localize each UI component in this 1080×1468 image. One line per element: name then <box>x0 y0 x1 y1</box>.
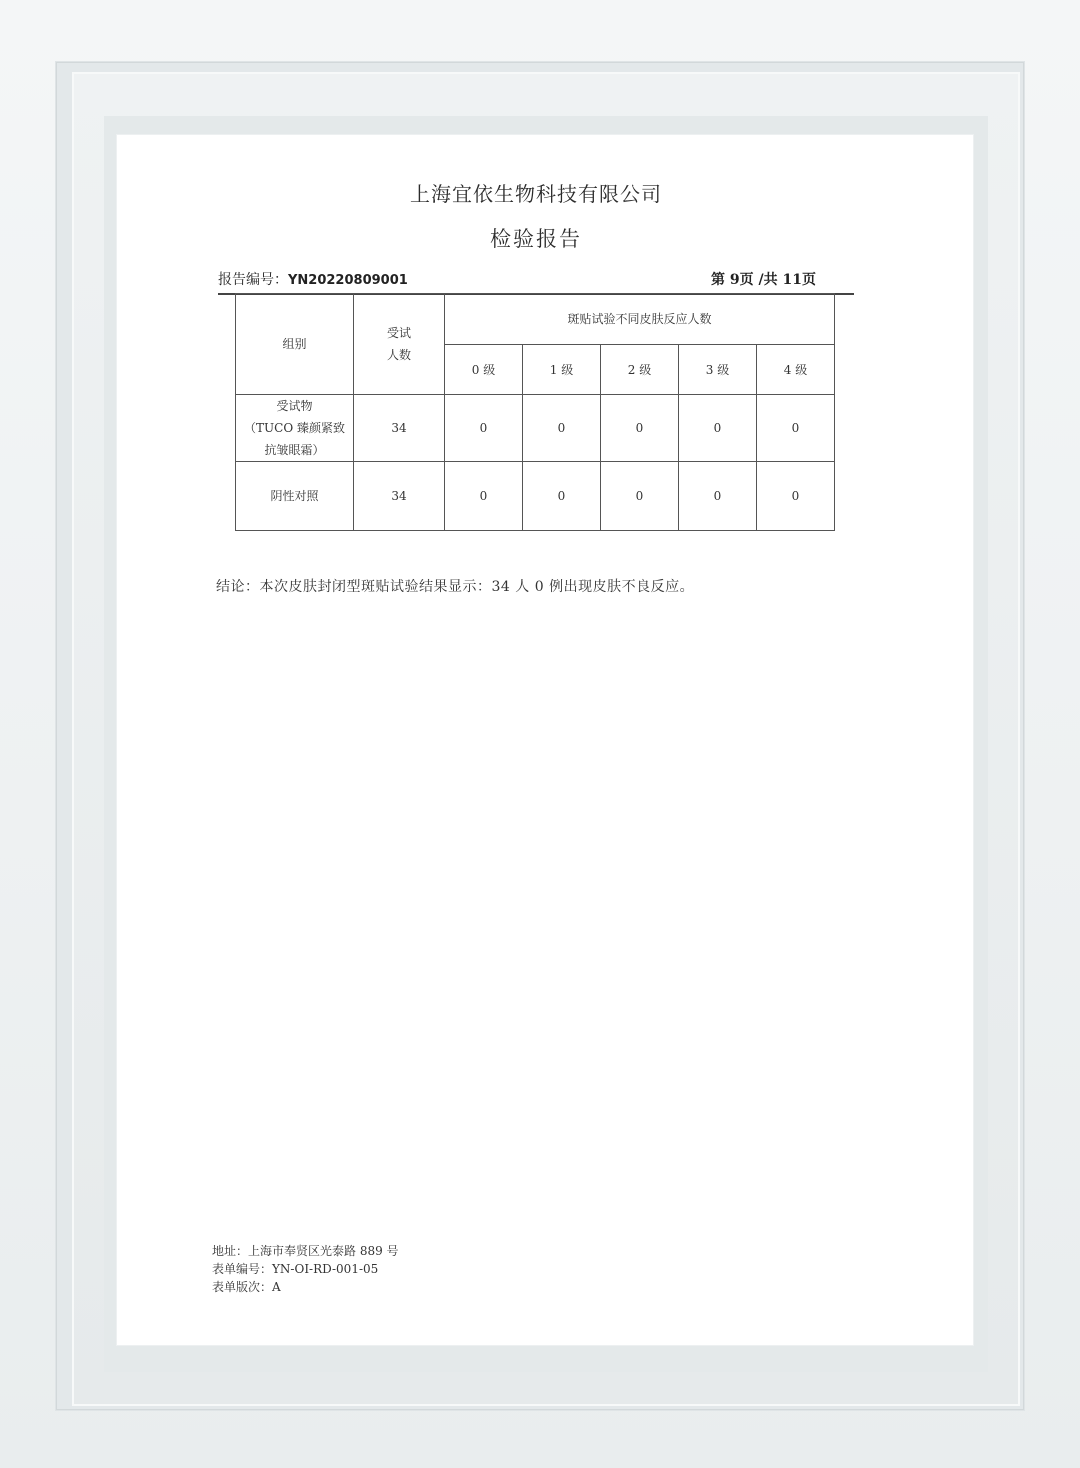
subjects-header <box>354 294 445 395</box>
reaction-header: 斑贴试验不同皮肤反应人数 <box>445 294 835 345</box>
grade-header-1: 1 级 <box>523 345 601 395</box>
document-footer <box>212 1242 399 1296</box>
table-row <box>236 395 835 462</box>
subjects-header-line1: 受试 <box>386 326 411 340</box>
value-cell: 0 <box>445 395 523 462</box>
value-cell: 0 <box>679 462 757 531</box>
value-cell: 0 <box>757 395 835 462</box>
page-number: 第 9页 /共 11页 <box>711 272 816 288</box>
group-cell <box>236 395 354 462</box>
value-cell: 0 <box>757 462 835 531</box>
value-cell: 0 <box>523 462 601 531</box>
footer-form-version: 表单版次：A <box>212 1280 281 1294</box>
group-header: 组别 <box>236 294 354 395</box>
report-title: 检验报告 <box>490 227 582 251</box>
report-header-row <box>218 267 854 295</box>
conclusion-text: 结论：本次皮肤封闭型斑贴试验结果显示：34 人 0 例出现皮肤不良反应。 <box>216 579 695 595</box>
patch-test-results-table <box>235 293 835 531</box>
grade-header-4: 4 级 <box>757 345 835 395</box>
group-line: 受试物 <box>276 399 313 413</box>
grade-header-2: 2 级 <box>601 345 679 395</box>
value-cell: 0 <box>601 395 679 462</box>
report-page <box>117 135 973 1345</box>
value-cell: 0 <box>445 462 523 531</box>
report-number-label: 报告编号： <box>218 272 288 288</box>
group-line: （TUCO 臻颜紧致 <box>244 421 345 435</box>
subjects-cell: 34 <box>354 395 445 462</box>
report-number-value: YN20220809001 <box>288 273 408 288</box>
table-row <box>236 462 835 531</box>
value-cell: 0 <box>679 395 757 462</box>
grade-header-3: 3 级 <box>679 345 757 395</box>
footer-form-number: 表单编号：YN-OI-RD-001-05 <box>212 1262 379 1276</box>
company-name: 上海宜依生物科技有限公司 <box>410 182 662 206</box>
grade-header-0: 0 级 <box>445 345 523 395</box>
subjects-cell: 34 <box>354 462 445 531</box>
value-cell: 0 <box>523 395 601 462</box>
report-number <box>218 269 408 289</box>
footer-address: 地址：上海市奉贤区光泰路 889 号 <box>212 1244 399 1258</box>
value-cell: 0 <box>601 462 679 531</box>
group-cell: 阴性对照 <box>236 462 354 531</box>
subjects-header-line2: 人数 <box>386 348 411 362</box>
group-line: 抗皱眼霜） <box>264 443 325 457</box>
